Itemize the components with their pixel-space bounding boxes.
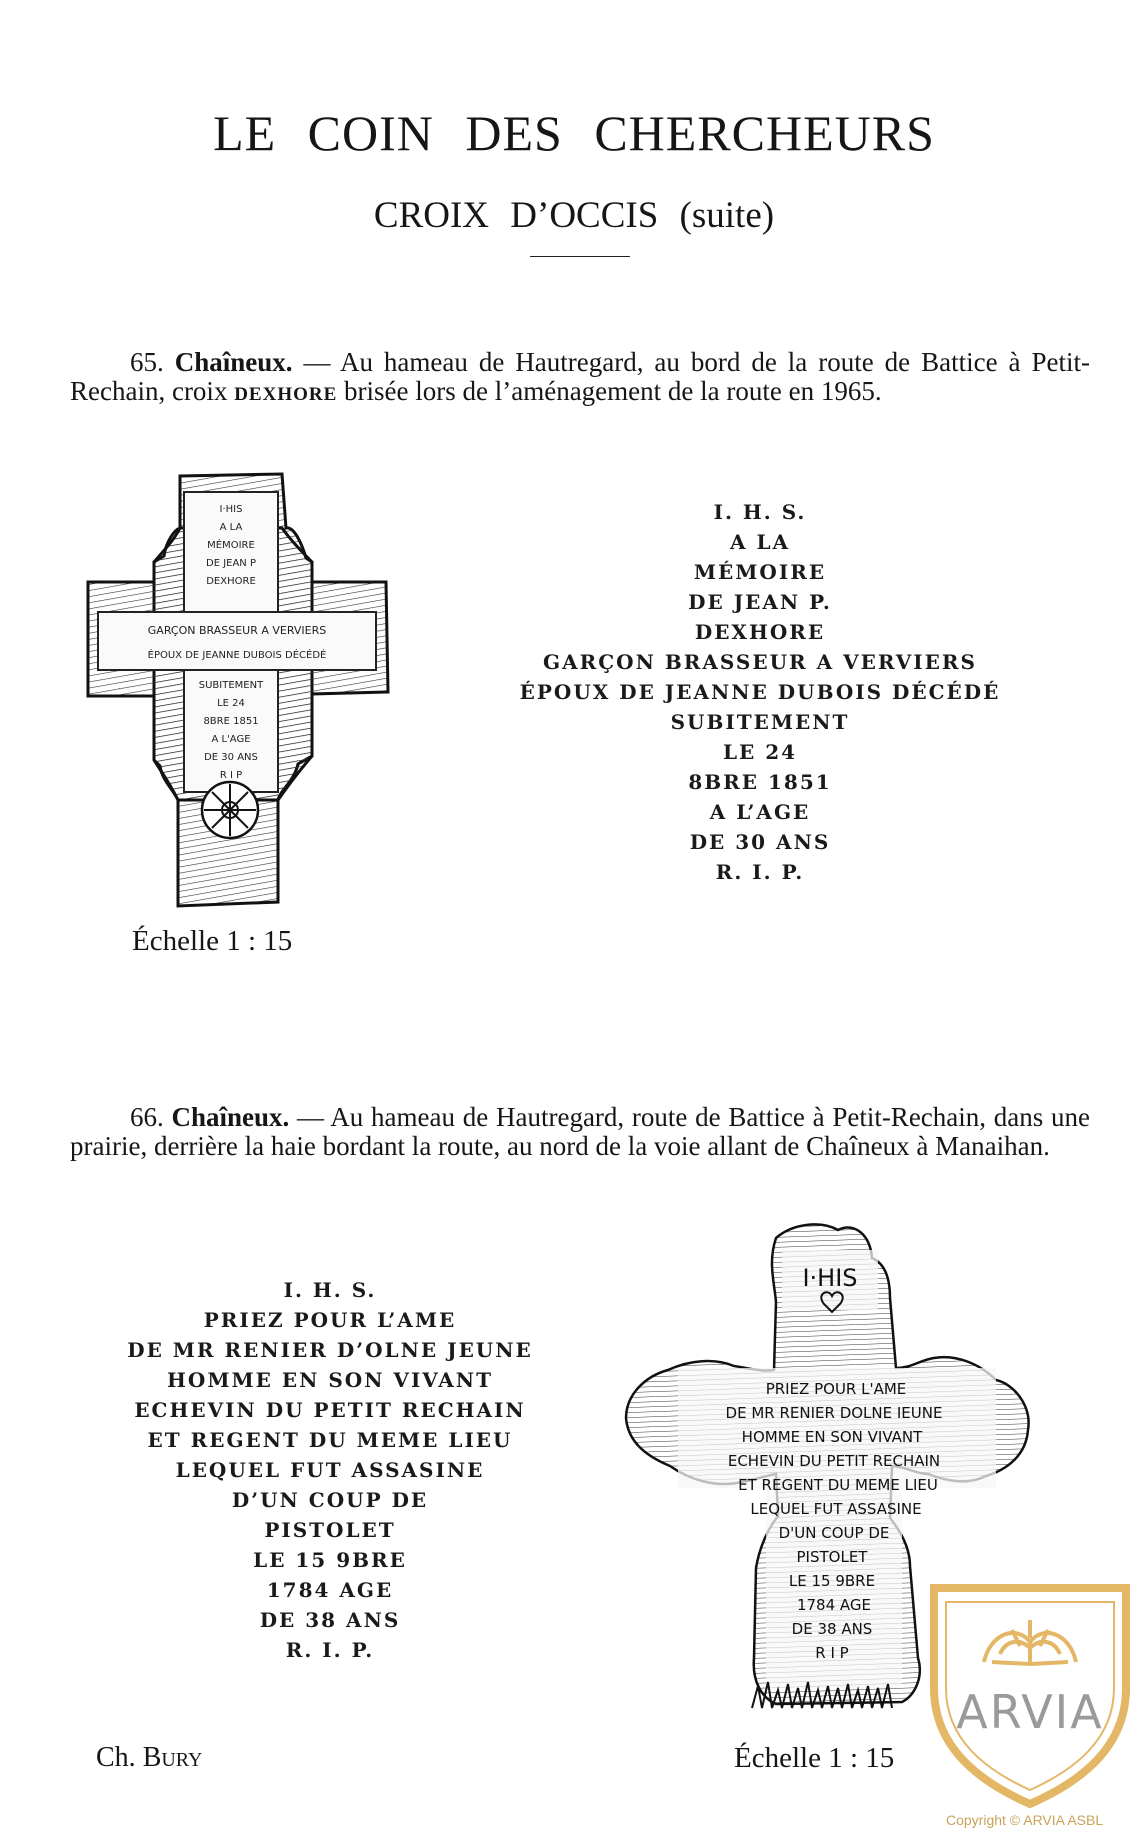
page-title: LE COIN DES CHERCHEURS	[213, 105, 935, 161]
inscription-66-line-8: D’UN COUP DE	[231, 1488, 429, 1512]
cross-65-line-8: SUBITEMENT	[198, 680, 264, 691]
cross-65-line-12: DE 30 ANS	[204, 752, 258, 763]
cross-65-line-6: GARÇON BRASSEUR A VERVIERS	[147, 624, 327, 637]
inscription-65-line-5: DEXHORE	[694, 620, 826, 644]
entry-65-name: dexhore	[234, 376, 338, 406]
inscription-66-line-2: PRIEZ POUR L’AME	[203, 1308, 457, 1332]
cross-65-line-9: LE 24	[217, 698, 245, 709]
inscription-65-line-2: A LA	[729, 530, 791, 554]
inscription-66-line-7: LEQUEL FUT ASSASINE	[175, 1458, 485, 1482]
cross-65-line-4: DE JEAN P	[206, 558, 256, 569]
cross-66-line-5: ECHEVIN DU PETIT RECHAIN	[727, 1452, 941, 1470]
entry-66-scale: Échelle 1 : 15	[734, 1742, 895, 1774]
inscription-66-line-3: DE MR RENIER D’OLNE JEUNE	[127, 1338, 533, 1362]
cross-65-rosette	[202, 782, 258, 838]
cross-66-line-11: 1784 AGE	[796, 1596, 872, 1614]
inscription-65-line-3: MÉMOIRE	[693, 560, 827, 584]
cross-66-line-12: DE 38 ANS	[791, 1620, 873, 1638]
cross-66-line-10: LE 15 9BRE	[788, 1572, 876, 1590]
entry-65-paragraph	[70, 348, 1090, 406]
inscription-65-line-8: SUBITEMENT	[670, 710, 850, 734]
entry-65-scale: Échelle 1 : 15	[132, 925, 293, 957]
cross-66-line-3: DE MR RENIER DOLNE IEUNE	[725, 1404, 943, 1422]
entry-65-transcription	[500, 497, 1020, 887]
entry-66-number: 66.	[130, 1102, 164, 1132]
inscription-65-line-1: I. H. S.	[713, 500, 807, 524]
inscription-65-line-12: DE 30 ANS	[689, 830, 831, 854]
cross-65-line-13: R I P	[219, 770, 243, 781]
entry-66-place: Chaîneux.	[171, 1102, 290, 1132]
cross-65-line-1: I·HIS	[219, 504, 243, 515]
cross-66-line-9: PISTOLET	[796, 1548, 868, 1566]
cross-65-line-3: MÉMOIRE	[207, 540, 255, 551]
inscription-65-line-11: A L’AGE	[709, 800, 811, 824]
inscription-65-line-7: ÉPOUX DE JEANNE DUBOIS DÉCÉDÉ	[519, 680, 1001, 704]
cross-65-line-10: 8BRE 1851	[203, 716, 259, 727]
inscription-65-line-10: 8BRE 1851	[688, 770, 832, 794]
logo-text: ARVIA	[956, 1685, 1104, 1739]
cross-66-line-4: HOMME EN SON VIVANT	[741, 1428, 923, 1446]
inscription-66-line-13: R. I. P.	[285, 1638, 375, 1662]
inscription-66-line-5: ECHEVIN DU PETIT RECHAIN	[134, 1398, 526, 1422]
cross-65-drawing	[80, 470, 400, 910]
inscription-65-line-9: LE 24	[722, 740, 798, 764]
inscription-66-line-12: DE 38 ANS	[259, 1608, 401, 1632]
cross-66-line-6: ET REGENT DU MEME LIEU	[738, 1476, 938, 1494]
entry-66-transcription	[70, 1275, 590, 1665]
entry-65-number: 65.	[130, 347, 164, 377]
cross-65-line-11: A L'AGE	[211, 734, 251, 745]
title-divider	[530, 256, 630, 257]
entry-65-text-before: — Au hameau de Hautregard, au bord de la route de Battice à Petit-Rechain, croix	[70, 347, 1091, 406]
inscription-66-line-4: HOMME EN SON VIVANT	[167, 1368, 493, 1392]
cross-65-line-7: ÉPOUX DE JEANNE DUBOIS DÉCÉDÉ	[147, 650, 327, 661]
cross-66-line-7: LEQUEL FUT ASSASINE	[750, 1500, 922, 1518]
page-subtitle: CROIX D’OCCIS (suite)	[373, 195, 775, 236]
cross-66-line-8: D'UN COUP DE	[778, 1524, 890, 1542]
inscription-65-line-13: R. I. P.	[715, 860, 805, 884]
inscription-65-line-6: GARÇON BRASSEUR A VERVIERS	[543, 650, 977, 674]
cross-66-line-13: R I P	[815, 1644, 849, 1662]
inscription-65-line-4: DE JEAN P.	[688, 590, 832, 614]
cross-65-line-2: A LA	[219, 522, 243, 533]
inscription-66-line-9: PISTOLET	[264, 1518, 396, 1542]
entry-66-text: — Au hameau de Hautregard, route de Battice à Petit-Rechain, dans une prairie, derrière la haie bordant la route, au nord de la voie allant de Chaîneux à Manaihan.	[70, 1102, 1090, 1161]
inscription-66-line-11: 1784 AGE	[266, 1578, 394, 1602]
author-initial: Ch.	[96, 1742, 136, 1773]
inscription-66-line-6: ET REGENT DU MEME LIEU	[147, 1428, 513, 1452]
cross-66-line-1: I·HIS	[802, 1264, 858, 1292]
cross-65-line-5: DEXHORE	[206, 576, 256, 587]
cross-66-line-2: PRIEZ POUR L'AME	[765, 1380, 907, 1398]
author-signature	[96, 1742, 203, 1774]
copyright-notice: Copyright © ARVIA ASBL	[946, 1812, 1104, 1828]
arvia-logo	[920, 1568, 1140, 1808]
author-name: Bury	[142, 1742, 203, 1773]
inscription-66-line-10: LE 15 9BRE	[253, 1548, 407, 1572]
entry-65-text-after: brisée lors de l’aménagement de la route en 1965.	[344, 376, 882, 406]
inscription-66-line-1: I. H. S.	[283, 1278, 377, 1302]
entry-66-paragraph	[70, 1103, 1090, 1161]
entry-65-place: Chaîneux.	[174, 347, 293, 377]
